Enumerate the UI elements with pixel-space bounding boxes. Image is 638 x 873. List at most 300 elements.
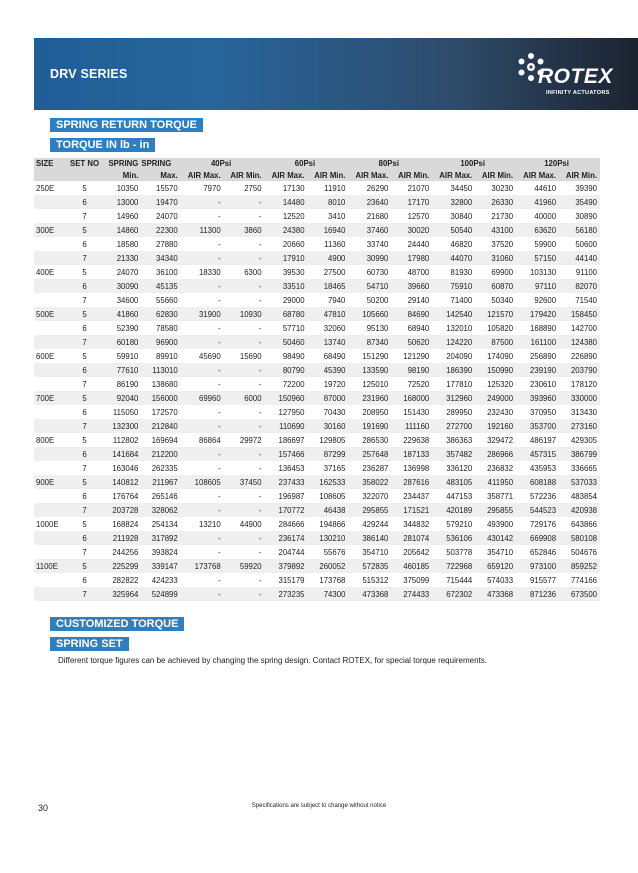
cell-value: 32060: [323, 323, 346, 333]
cell-value: 429305: [570, 435, 597, 445]
cell-value: 31900: [199, 309, 221, 319]
cell-value: 98490: [282, 351, 305, 361]
cell-value: 89910: [156, 351, 178, 361]
cell-value: 317892: [151, 533, 178, 543]
cell-value: 232430: [487, 407, 514, 417]
cell-value: -: [258, 491, 262, 501]
cell-value: 229638: [403, 435, 430, 445]
cell-size: 700E: [36, 393, 55, 403]
cell-set-no: 6: [82, 533, 87, 543]
cell-value: 20660: [282, 239, 305, 249]
cell-value: 44070: [450, 253, 473, 263]
cell-value: 142700: [570, 323, 597, 333]
cell-value: 80790: [282, 365, 305, 375]
cell-value: -: [258, 281, 262, 291]
cell-value: -: [218, 491, 221, 501]
cell-value: 170772: [278, 505, 305, 515]
cell-value: 63620: [534, 225, 557, 235]
cell-value: 47810: [323, 309, 346, 319]
cell-value: 121570: [487, 309, 514, 319]
cell-value: 715444: [446, 575, 473, 585]
cell-value: 572236: [530, 491, 557, 501]
cell-value: 163046: [112, 463, 139, 473]
rotex-logo: [514, 50, 634, 100]
table-row: [34, 209, 600, 223]
cell-value: 68490: [323, 351, 346, 361]
cell-value: 50340: [491, 295, 514, 305]
cell-value: 136998: [403, 463, 430, 473]
cell-value: 168890: [530, 323, 557, 333]
cell-value: 54710: [366, 281, 389, 291]
cell-value: 37460: [366, 225, 389, 235]
cell-value: 420938: [570, 505, 597, 515]
cell-value: 15570: [156, 183, 178, 193]
table-row: [34, 279, 600, 293]
cell-set-no: 5: [82, 267, 87, 277]
header-air-min-40: AIR Min.: [230, 170, 262, 180]
cell-value: 62830: [156, 309, 178, 319]
cell-value: 59920: [239, 561, 262, 571]
cell-size: [34, 573, 70, 587]
cell-value: -: [258, 449, 262, 459]
cell-value: 111160: [404, 421, 430, 431]
cell-value: 274433: [403, 589, 430, 599]
cell-value: 339147: [151, 561, 178, 571]
cell-value: 354710: [487, 547, 514, 557]
table-row: [34, 433, 600, 447]
cell-value: 30230: [491, 183, 514, 193]
cell-value: 579210: [446, 519, 473, 529]
cell-value: 75910: [450, 281, 473, 291]
cell-value: 177810: [446, 379, 473, 389]
cell-value: 45690: [199, 351, 221, 361]
cell-value: -: [218, 323, 221, 333]
cell-value: 537033: [570, 477, 597, 487]
cell-value: 669908: [530, 533, 557, 543]
cell-value: 24380: [282, 225, 305, 235]
table-row: [34, 237, 600, 251]
table-row: [34, 195, 600, 209]
cell-value: 157466: [278, 449, 305, 459]
cell-value: -: [218, 575, 221, 585]
cell-value: 572835: [362, 561, 389, 571]
cell-set-no: 5: [82, 435, 87, 445]
cell-value: 236174: [278, 533, 305, 543]
cell-set-no: 6: [82, 365, 87, 375]
cell-set-no: 7: [82, 421, 87, 431]
cell-value: 411950: [487, 477, 514, 487]
cell-value: 176764: [112, 491, 139, 501]
section-subtitle-spring-set: SPRING SET: [50, 637, 129, 651]
cell-value: 3410: [328, 211, 346, 221]
cell-value: 544523: [530, 505, 557, 515]
cell-value: 60730: [366, 267, 389, 277]
cell-value: 287616: [403, 477, 430, 487]
cell-size: [34, 587, 70, 601]
cell-value: 272700: [446, 421, 473, 431]
cell-value: 39390: [575, 183, 597, 193]
cell-size: [34, 237, 70, 251]
cell-value: 50620: [407, 337, 430, 347]
cell-value: 673500: [570, 589, 597, 599]
cell-size: 400E: [36, 267, 55, 277]
cell-value: 30840: [450, 211, 473, 221]
section-title-spring-return: SPRING RETURN TORQUE: [50, 118, 203, 132]
cell-value: 156000: [151, 393, 178, 403]
cell-value: 859252: [570, 561, 597, 571]
cell-value: 729176: [530, 519, 557, 529]
header-spring-min: SPRING: [108, 159, 139, 168]
cell-value: 71540: [575, 295, 597, 305]
cell-size: [34, 335, 70, 349]
cell-value: 493900: [487, 519, 514, 529]
section-subtitle-torque-units: TORQUE IN lb - in: [50, 138, 155, 152]
cell-value: 429244: [362, 519, 389, 529]
cell-value: 19470: [156, 197, 178, 207]
cell-value: 87500: [491, 337, 514, 347]
cell-value: 37450: [239, 477, 262, 487]
cell-value: 386799: [570, 449, 597, 459]
cell-value: 179420: [530, 309, 557, 319]
cell-set-no: 6: [82, 491, 87, 501]
cell-value: 295855: [487, 505, 514, 515]
cell-value: 68780: [282, 309, 305, 319]
cell-value: 225299: [112, 561, 139, 571]
cell-value: 112802: [112, 435, 139, 445]
cell-value: 357482: [446, 449, 473, 459]
header-set-no: SET NO: [70, 159, 100, 168]
cell-value: 40000: [534, 211, 557, 221]
header-psi-40: 40Psi: [210, 159, 232, 168]
cell-value: 178120: [570, 379, 597, 389]
cell-value: 168824: [112, 519, 139, 529]
table-row: [34, 321, 600, 335]
cell-size: [34, 209, 70, 223]
cell-value: 97110: [534, 281, 557, 291]
cell-value: 30160: [323, 421, 346, 431]
cell-set-no: 7: [82, 337, 87, 347]
cell-value: 27880: [156, 239, 178, 249]
cell-value: 81930: [450, 267, 473, 277]
cell-value: 358771: [487, 491, 514, 501]
cell-value: 133590: [362, 365, 389, 375]
cell-set-no: 6: [82, 575, 87, 585]
table-row: [34, 503, 600, 517]
cell-value: 173768: [194, 561, 221, 571]
cell-value: -: [218, 211, 221, 221]
cell-value: 6000: [244, 393, 262, 403]
table-row: [34, 251, 600, 265]
cell-value: 191690: [362, 421, 389, 431]
cell-set-no: 7: [82, 463, 87, 473]
cell-value: 69960: [199, 393, 221, 403]
cell-value: 41860: [116, 309, 139, 319]
cell-value: 4900: [328, 253, 346, 263]
cell-value: 273235: [278, 589, 305, 599]
cell-value: 24440: [407, 239, 430, 249]
cell-value: 12570: [407, 211, 430, 221]
cell-value: 8010: [328, 197, 346, 207]
cell-value: 105660: [362, 309, 389, 319]
cell-value: 11910: [324, 183, 346, 193]
cell-set-no: 6: [82, 281, 87, 291]
cell-value: 430142: [487, 533, 514, 543]
cell-size: [34, 531, 70, 545]
cell-value: 329472: [487, 435, 514, 445]
cell-value: 435953: [530, 463, 557, 473]
cell-size: [34, 489, 70, 503]
cell-value: 172570: [151, 407, 178, 417]
cell-value: 26330: [491, 197, 514, 207]
cell-value: 35490: [575, 197, 597, 207]
torque-table-body: [34, 181, 600, 601]
cell-value: 486197: [530, 435, 557, 445]
table-row: [34, 349, 600, 363]
cell-value: -: [218, 589, 221, 599]
cell-value: 33740: [366, 239, 389, 249]
cell-value: 24070: [156, 211, 178, 221]
cell-set-no: 6: [82, 323, 87, 333]
cell-value: 12520: [282, 211, 305, 221]
cell-value: 17910: [282, 253, 305, 263]
cell-value: 50460: [282, 337, 305, 347]
cell-value: 257648: [362, 449, 389, 459]
cell-value: 44610: [534, 183, 557, 193]
cell-value: 84690: [407, 309, 430, 319]
cell-value: 74300: [323, 589, 346, 599]
cell-value: 87000: [323, 393, 346, 403]
cell-value: 211967: [152, 477, 178, 487]
table-row: [34, 447, 600, 461]
cell-value: 672302: [446, 589, 473, 599]
cell-value: 871236: [530, 589, 557, 599]
cell-value: 55660: [156, 295, 178, 305]
cell-set-no: 5: [82, 309, 87, 319]
cell-value: 11300: [199, 225, 221, 235]
cell-value: 186390: [446, 365, 473, 375]
cell-size: [34, 419, 70, 433]
cell-value: 370950: [530, 407, 557, 417]
table-row: [34, 419, 600, 433]
cell-value: 129805: [319, 435, 346, 445]
cell-value: 7970: [203, 183, 221, 193]
cell-value: 169694: [151, 435, 178, 445]
cell-size: [34, 447, 70, 461]
cell-value: 173768: [319, 575, 346, 585]
cell-value: 13740: [323, 337, 346, 347]
cell-value: 260052: [319, 561, 346, 571]
cell-value: 30890: [575, 211, 597, 221]
cell-value: -: [218, 239, 221, 249]
cell-set-no: 7: [82, 589, 87, 599]
cell-size: [34, 195, 70, 209]
cell-value: 72520: [407, 379, 430, 389]
cell-value: 136453: [278, 463, 305, 473]
cell-value: 17170: [407, 197, 430, 207]
cell-value: 37520: [491, 239, 514, 249]
cell-value: 386363: [446, 435, 473, 445]
cell-value: 162533: [319, 477, 346, 487]
cell-value: -: [218, 547, 221, 557]
cell-set-no: 7: [82, 505, 87, 515]
cell-value: 69900: [491, 267, 514, 277]
cell-set-no: 5: [82, 225, 87, 235]
cell-value: 72200: [282, 379, 305, 389]
header-air-max-80: AIR Max.: [355, 170, 389, 180]
cell-value: -: [218, 505, 221, 515]
cell-value: 17130: [282, 183, 305, 193]
cell-value: 353700: [530, 421, 557, 431]
table-row: [34, 475, 600, 489]
cell-value: 203790: [570, 365, 597, 375]
table-row: [34, 293, 600, 307]
cell-value: -: [218, 337, 221, 347]
cell-value: 393824: [151, 547, 178, 557]
cell-value: 236287: [362, 463, 389, 473]
cell-value: 608188: [530, 477, 557, 487]
cell-value: 18330: [199, 267, 221, 277]
table-row: [34, 489, 600, 503]
cell-value: 322070: [362, 491, 389, 501]
cell-value: 87340: [366, 337, 389, 347]
cell-value: 973100: [530, 561, 557, 571]
cell-value: 239190: [530, 365, 557, 375]
cell-value: 504676: [570, 547, 597, 557]
customization-note: Different torque figures can be achieved by changing the spring design. Contact ROTEX, for special torque requirements.: [58, 656, 487, 665]
cell-value: 424233: [151, 575, 178, 585]
cell-value: 226890: [570, 351, 597, 361]
cell-value: 254134: [151, 519, 178, 529]
cell-value: 286966: [487, 449, 514, 459]
cell-value: 151430: [403, 407, 430, 417]
cell-set-no: 6: [82, 239, 87, 249]
cell-value: -: [258, 239, 262, 249]
cell-value: 473368: [487, 589, 514, 599]
cell-value: 55676: [323, 547, 346, 557]
table-header-row-2: [34, 169, 600, 181]
cell-value: 23640: [366, 197, 389, 207]
cell-value: 457315: [530, 449, 557, 459]
cell-size: 900E: [36, 477, 55, 487]
cell-value: 6300: [244, 267, 262, 277]
cell-value: 204744: [278, 547, 305, 557]
cell-value: 95130: [366, 323, 389, 333]
cell-value: 45135: [156, 281, 178, 291]
cell-value: 121290: [403, 351, 430, 361]
table-row: [34, 265, 600, 279]
cell-value: 21070: [407, 183, 430, 193]
cell-value: 48700: [407, 267, 430, 277]
header-size: SIZE: [36, 159, 54, 168]
cell-value: 536106: [446, 533, 473, 543]
cell-value: 393960: [530, 393, 557, 403]
cell-value: 150960: [278, 393, 305, 403]
cell-value: -: [218, 463, 221, 473]
cell-value: 32800: [450, 197, 473, 207]
cell-value: 29000: [282, 295, 305, 305]
cell-value: -: [258, 575, 262, 585]
cell-set-no: 5: [82, 183, 87, 193]
cell-value: 16940: [323, 225, 346, 235]
cell-value: 574033: [487, 575, 514, 585]
cell-value: 171521: [403, 505, 430, 515]
cell-value: 13210: [199, 519, 221, 529]
cell-value: -: [218, 295, 221, 305]
cell-value: 21330: [116, 253, 139, 263]
cell-value: 31060: [491, 253, 514, 263]
cell-value: 14960: [116, 211, 139, 221]
cell-set-no: 5: [82, 519, 87, 529]
cell-set-no: 7: [82, 295, 87, 305]
cell-value: 161100: [530, 337, 557, 347]
page-number: 30: [38, 803, 49, 813]
cell-value: 37165: [323, 463, 346, 473]
cell-value: 3860: [244, 225, 262, 235]
cell-value: 256890: [530, 351, 557, 361]
table-row: [34, 377, 600, 391]
cell-value: 203728: [112, 505, 139, 515]
cell-value: 328062: [151, 505, 178, 515]
header-spring-max: SPRING: [141, 159, 172, 168]
cell-value: 13000: [116, 197, 139, 207]
cell-value: -: [218, 253, 221, 263]
cell-value: 24070: [116, 267, 139, 277]
cell-value: 60870: [491, 281, 514, 291]
cell-value: 113010: [152, 365, 178, 375]
cell-value: 447153: [446, 491, 473, 501]
header-max: Max.: [160, 170, 178, 180]
cell-value: 26290: [366, 183, 389, 193]
table-row: [34, 461, 600, 475]
cell-value: 125010: [362, 379, 389, 389]
cell-value: 91100: [575, 267, 597, 277]
cell-value: 208950: [362, 407, 389, 417]
cell-value: -: [218, 379, 221, 389]
cell-value: 236832: [487, 463, 514, 473]
cell-size: [34, 377, 70, 391]
cell-value: 580108: [570, 533, 597, 543]
cell-value: -: [258, 365, 262, 375]
cell-value: 315179: [278, 575, 305, 585]
cell-size: [34, 405, 70, 419]
cell-value: 125320: [487, 379, 514, 389]
cell-value: -: [218, 407, 221, 417]
cell-value: -: [258, 589, 262, 599]
cell-size: [34, 363, 70, 377]
cell-value: 14860: [116, 225, 139, 235]
cell-set-no: 7: [82, 211, 87, 221]
cell-value: 330000: [570, 393, 597, 403]
cell-value: 56180: [575, 225, 597, 235]
cell-value: 46438: [323, 505, 346, 515]
cell-value: 108605: [319, 491, 346, 501]
cell-value: 354710: [362, 547, 389, 557]
series-title: DRV SERIES: [50, 67, 128, 81]
header-psi-60: 60Psi: [294, 159, 316, 168]
cell-value: 39530: [282, 267, 305, 277]
cell-value: 21730: [491, 211, 514, 221]
cell-value: 30020: [407, 225, 430, 235]
cell-value: 140812: [112, 477, 139, 487]
cell-value: 325964: [112, 589, 139, 599]
cell-set-no: 7: [82, 379, 87, 389]
cell-value: 78580: [156, 323, 178, 333]
cell-value: -: [218, 281, 221, 291]
table-row: [34, 223, 600, 237]
cell-value: -: [258, 407, 262, 417]
cell-set-no: 5: [82, 477, 87, 487]
cell-value: 187133: [403, 449, 430, 459]
